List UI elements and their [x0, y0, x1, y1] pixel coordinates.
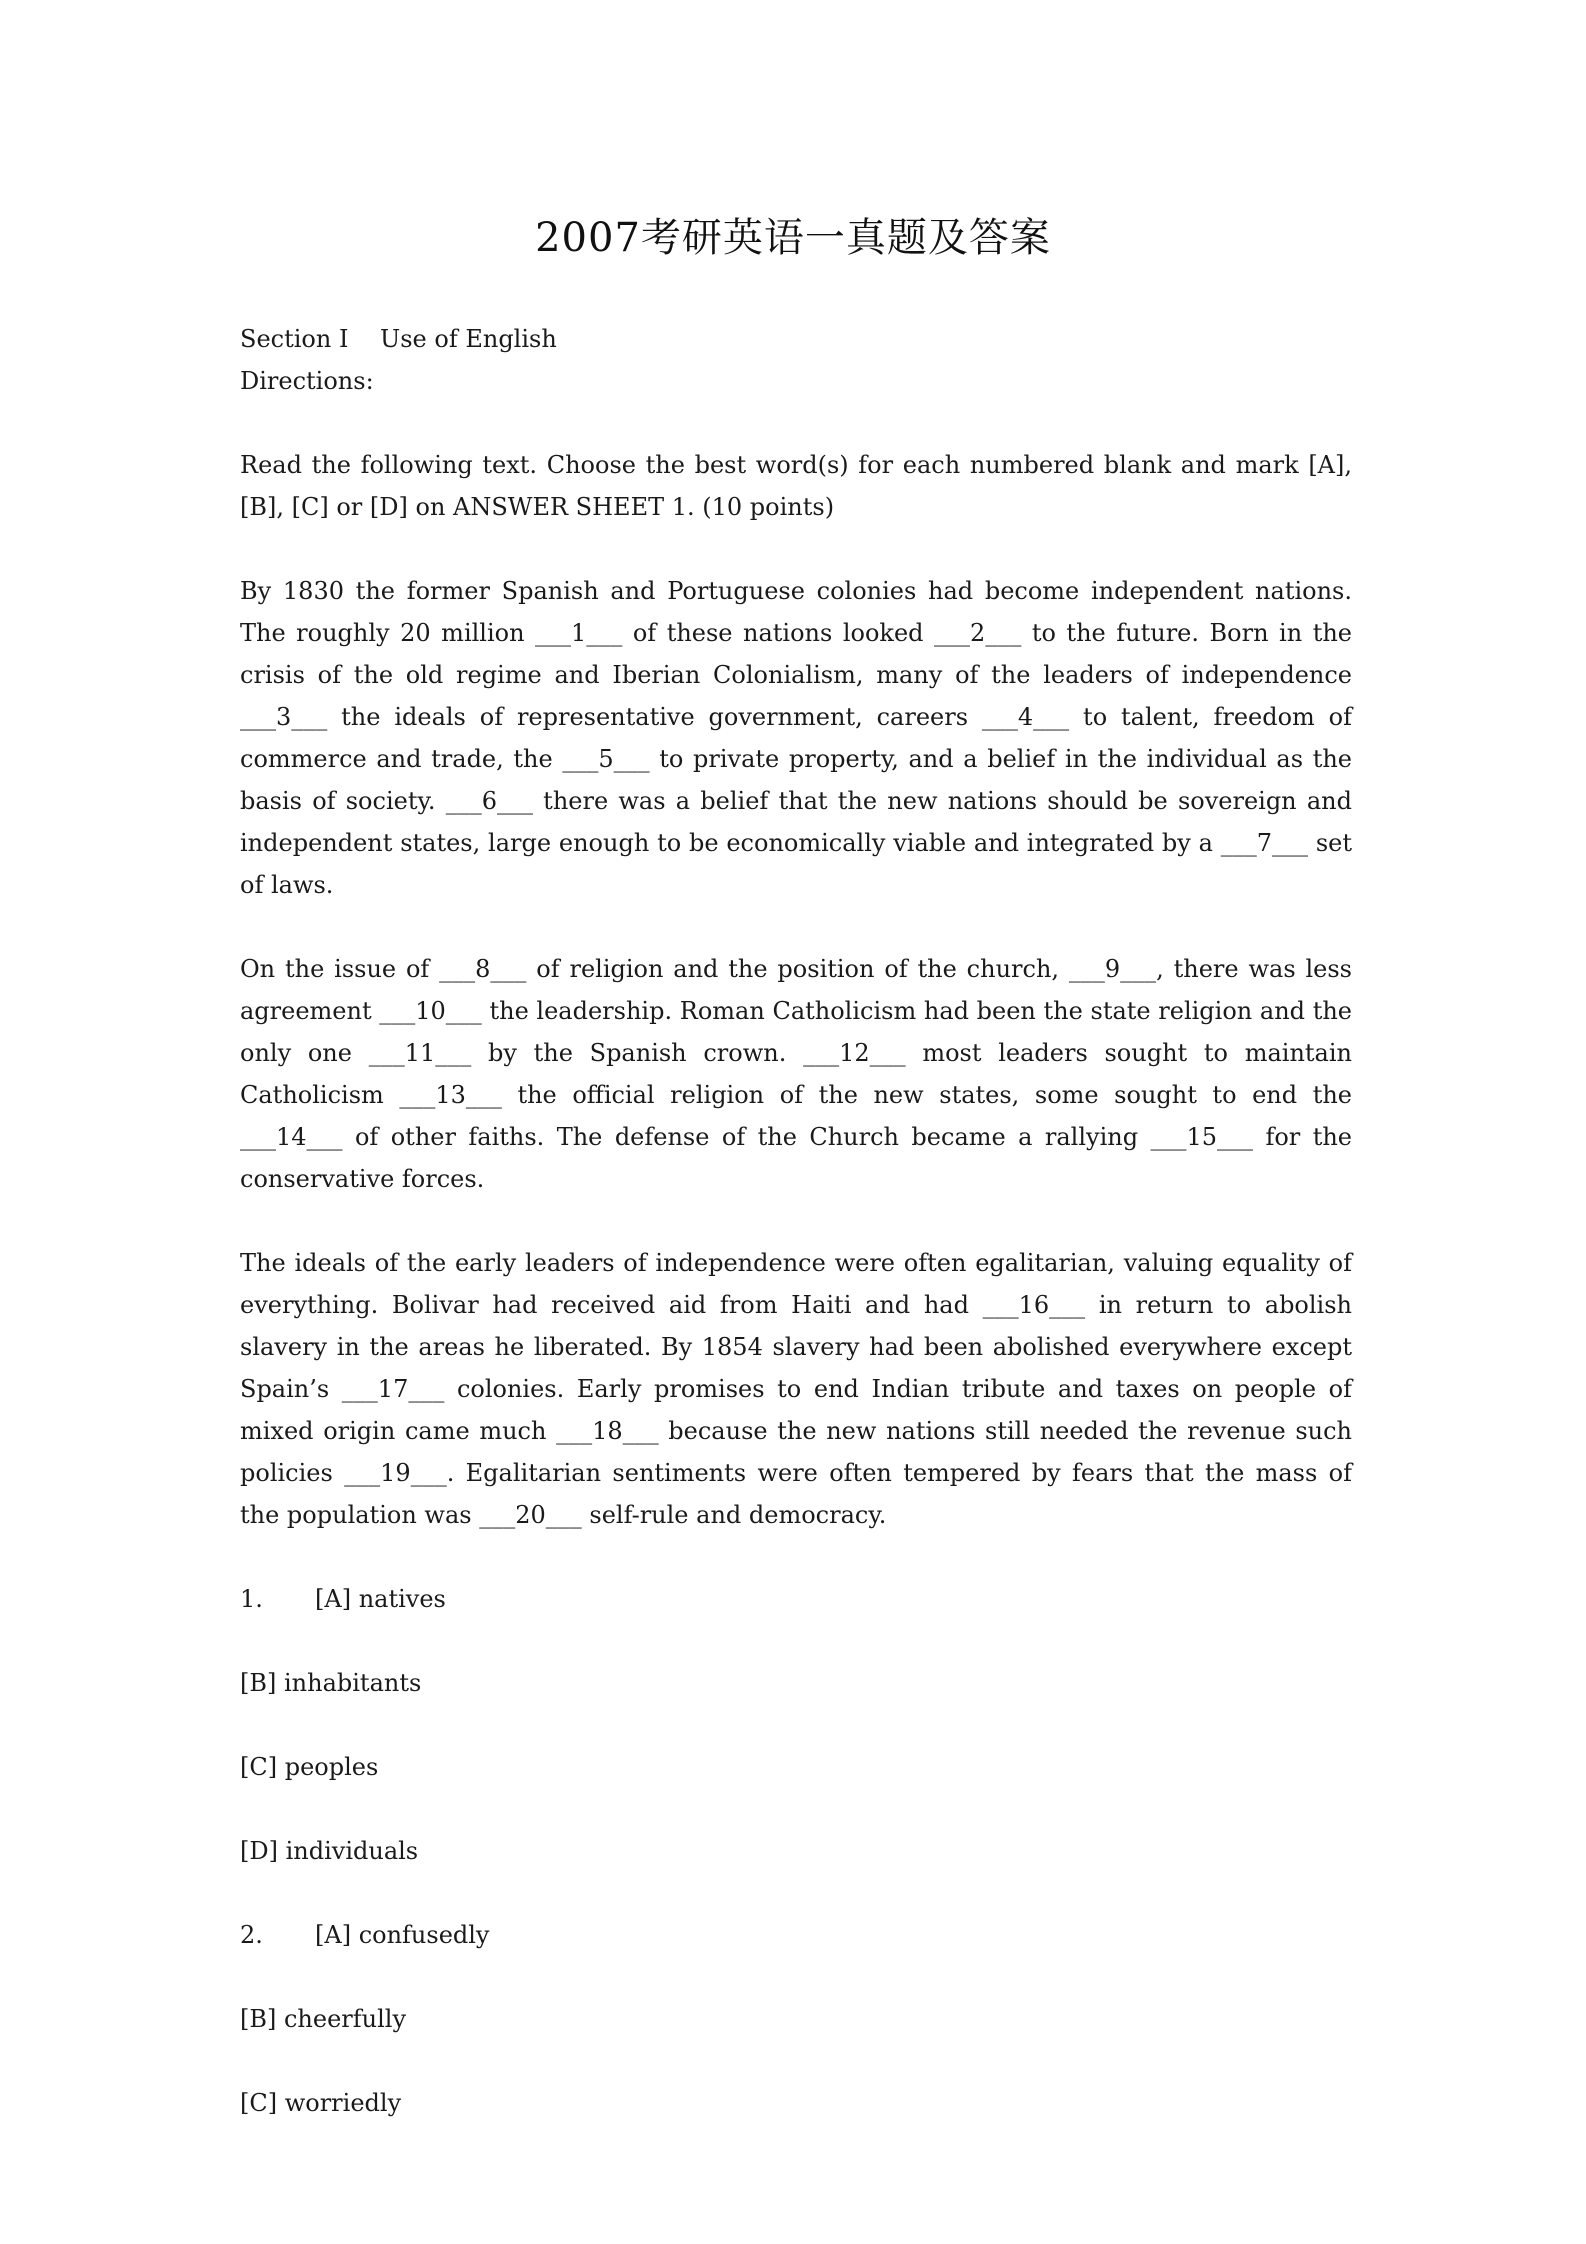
section-heading — [240, 318, 1352, 360]
passage-paragraph-2: On the issue of ___8___ of religion and the position of the church, ___9___, there was less agreement ___10___ the leadership. Roman Catholicism had been the state religion and the only one ___11___ by the Spanish crown. ___12___ most leaders sought to maintain Catholicism ___13___ the official religion of the new states, some sought to end the ___14___ of other faiths. The defense of the Church became a rallying ___15___ for the conservative forces. — [240, 955, 1352, 1193]
directions-text: Read the following text. Choose the best word(s) for each numbered blank and mark [A], [B], [C] or [D] on ANSWER SHEET 1. (10 points) — [240, 451, 1352, 521]
question-number: 2. — [240, 1921, 263, 1949]
option-b: [B] cheerfully — [240, 2005, 407, 2033]
option-c: [C] peoples — [240, 1753, 379, 1781]
section-number: Section I — [240, 325, 349, 353]
question-2 — [240, 1914, 1352, 1956]
section-name: Use of English — [380, 325, 557, 353]
passage-paragraph-1: By 1830 the former Spanish and Portuguese colonies had become independent nations. The roughly 20 million ___1___ of these nations looked ___2___ to the future. Born in the crisis of the old regime and Iberian Colonialism, many of the leaders of independence ___3___ the ideals of representative government, careers ___4___ to talent, freedom of commerce and trade, the ___5___ to private property, and a belief in the individual as the basis of society. ___6___ there was a belief that the new nations should be sovereign and independent states, large enough to be economically viable and integrated by a ___7___ set of laws. — [240, 577, 1352, 899]
option-a: [A] confusedly — [315, 1921, 490, 1949]
option-b: [B] inhabitants — [240, 1669, 422, 1697]
document-title: 2007考研英语一真题及答案 — [535, 215, 1051, 261]
option-a: [A] natives — [315, 1585, 446, 1613]
question-1 — [240, 1578, 1352, 1620]
option-d: [D] individuals — [240, 1837, 419, 1865]
document-body — [240, 318, 1352, 2124]
option-c: [C] worriedly — [240, 2089, 402, 2117]
directions-label: Directions: — [240, 367, 374, 395]
passage-paragraph-3: The ideals of the early leaders of independence were often egalitarian, valuing equality of everything. Bolivar had received aid from Haiti and had ___16___ in return to abolish slavery in the areas he liberated. By 1854 slavery had been abolished everywhere except Spain’s ___17___ colonies. Early promises to end Indian tribute and taxes on people of mixed origin came much ___18___ because the new nations still needed the revenue such policies ___19___. Egalitarian sentiments were often tempered by fears that the mass of the population was ___20___ self-rule and democracy. — [240, 1249, 1352, 1529]
question-number: 1. — [240, 1585, 263, 1613]
